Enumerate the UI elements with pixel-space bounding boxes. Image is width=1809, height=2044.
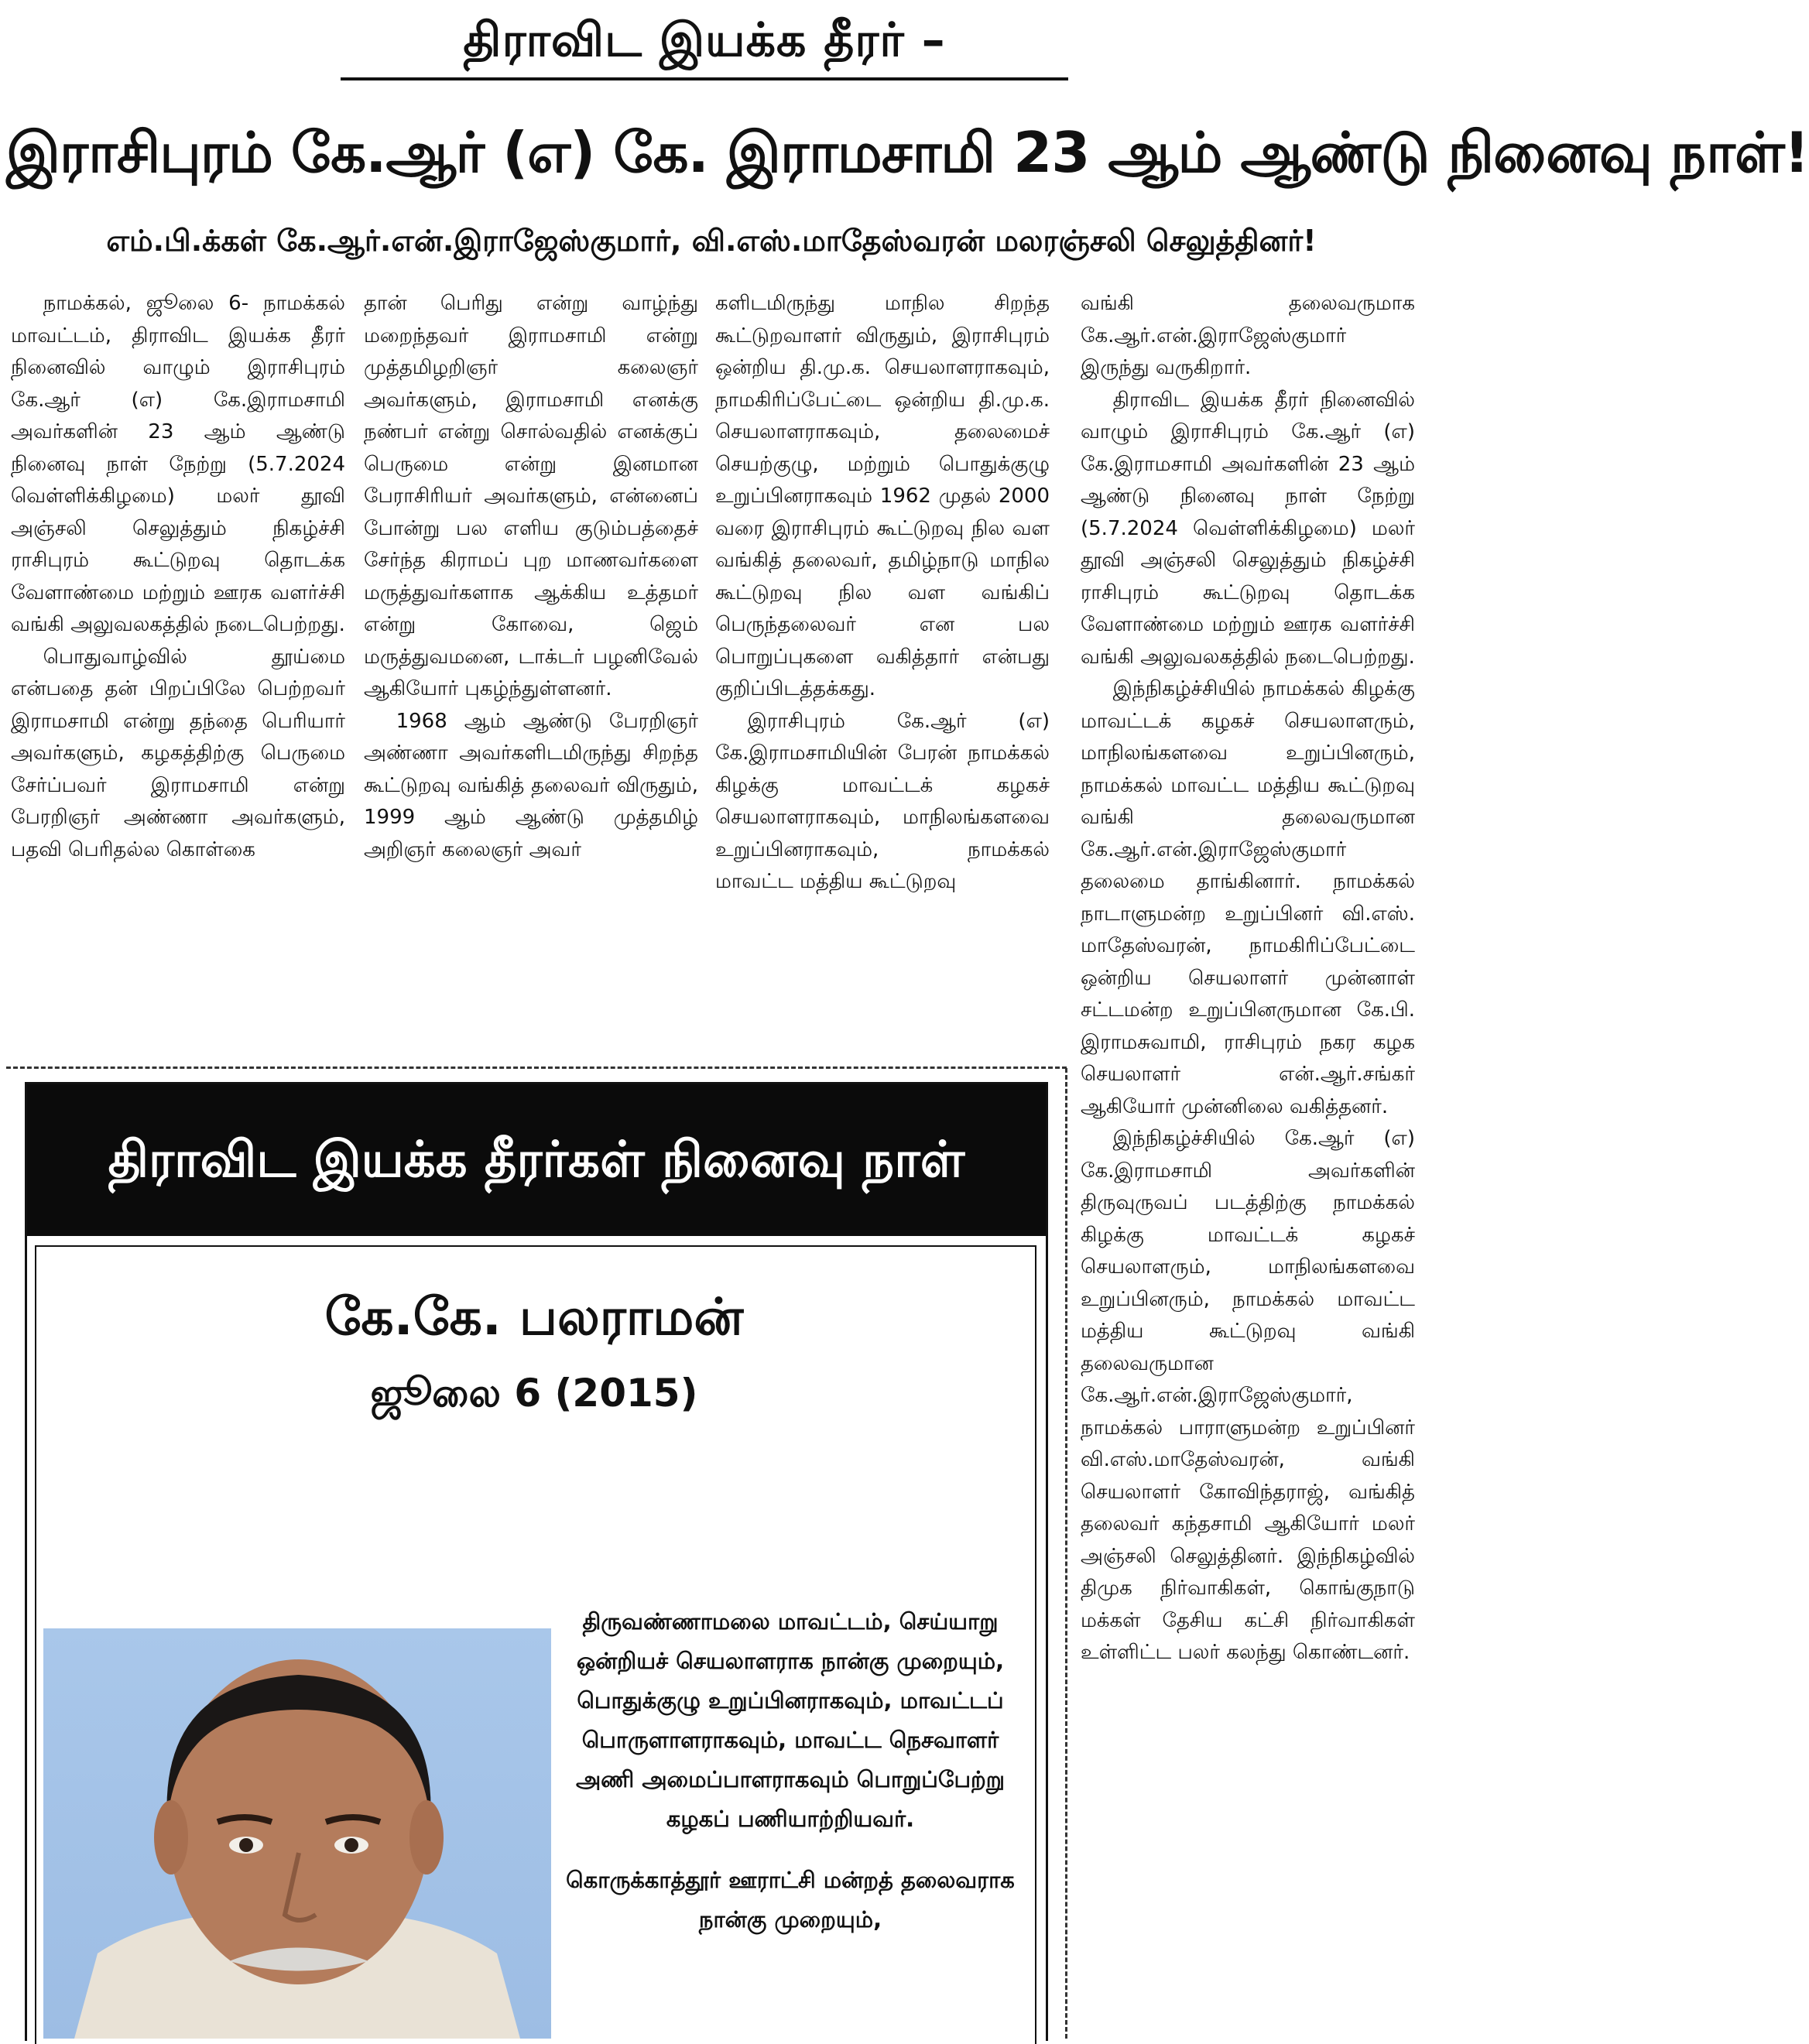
memorial-bio bbox=[554, 1602, 1026, 2039]
column-2-paragraph-2: 1968 ஆம் ஆண்டு பேரறிஞர் அண்ணா அவர்களிடமிருந்து சிறந்த கூட்டுறவு வங்கித் தலைவர் விருதும், 1999 ஆம் ஆண்டு முத்தமிழ் அறிஞர் கலைஞர் அவர் bbox=[364, 709, 698, 861]
article-column-3 bbox=[715, 288, 1050, 1048]
article-headline: இராசிபுரம் கே.ஆர் (எ) கே. இராமசாமி 23 ஆம் ஆண்டு நினைவு நாள்! bbox=[6, 120, 1809, 185]
section-divider-vertical bbox=[1065, 1068, 1067, 2039]
column-4-paragraph-3: இந்நிகழ்ச்சியில் நாமக்கல் கிழக்கு மாவட்டக் கழகச் செயலாளரும், மாநிலங்களவை உறுப்பினரும், நாமக்கல் மாவட்ட மத்திய கூட்டுறவு வங்கி தலைவருமான கே.ஆர்.என்.இராஜேஸ்குமார் தலைமை தாங்கினார். நாமக்கல் நாடாளுமன்ற உறுப்பினர் வி.எஸ். மாதேஸ்வரன், நாமகிரிப்பேட்டை ஒன்றிய செயலாளர் முன்னாள் சட்டமன்ற உறுப்பினருமான கே.பி. இராமசுவாமி, ராசிபுரம் நகர கழக செயலாளர் என்.ஆர்.சங்கர் ஆகியோர் முன்னிலை வகித்தனர். bbox=[1081, 677, 1415, 1118]
column-4-paragraph-2: திராவிட இயக்க தீரர் நினைவில் வாழும் இராசிபுரம் கே.ஆர் (எ) கே.இராமசாமி அவர்களின் 23 ஆம் ஆண்டு நினைவு நாள் நேற்று (5.7.2024 வெள்ளிக்கிழமை) மலர் தூவி அஞ்சலி செலுத்தும் நிகழ்ச்சி ராசிபுரம் கூட்டுறவு தொடக்க வேளாண்மை மற்றும் ஊரக வளர்ச்சி வங்கி அலுவலகத்தில் நடைபெற்றது. bbox=[1081, 388, 1415, 669]
article-column-2 bbox=[364, 288, 698, 1048]
column-2-paragraph-1: தான் பெரிது என்று வாழ்ந்து மறைந்தவர் இராமசாமி என்று முத்தமிழறிஞர் கலைஞர் அவர்களும், இராமசாமி எனக்கு நண்பர் என்று சொல்வதில் எனக்குப் பெருமை என்று இனமான பேராசிரியர் அவர்களும், என்னைப் போன்று பல எளிய குடும்பத்தைச் சேர்ந்த கிராமப் புற மாணவர்களை மருத்துவர்களாக ஆக்கிய உத்தமர் என்று கோவை, ஜெம் மருத்துவமனை, டாக்டர் பழனிவேல் ஆகியோர் புகழ்ந்துள்ளனர். bbox=[364, 292, 698, 700]
article-kicker: திராவிட இயக்க தீரர் – bbox=[341, 6, 1068, 80]
memorial-bio-paragraph-2: கொருக்காத்தூர் ஊராட்சி மன்றத் தலைவராக நான்கு முறையும், bbox=[566, 1867, 1015, 1933]
column-4-paragraph-4: இந்நிகழ்ச்சியில் கே.ஆர் (எ) கே.இராமசாமி அவர்களின் திருவுருவப் படத்திற்கு நாமக்கல் கிழக்கு மாவட்டக் கழகச் செயலாளரும், மாநிலங்களவை உறுப்பினரும், நாமக்கல் மாவட்ட மத்திய கூட்டுறவு வங்கி தலைவருமான கே.ஆர்.என்.இராஜேஸ்குமார், நாமக்கல் பாராளுமன்ற உறுப்பினர் வி.எஸ்.மாதேஸ்வரன், வங்கி செயலாளர் கோவிந்தராஜ், வங்கித் தலைவர் கந்தசாமி ஆகியோர் மலர் அஞ்சலி செலுத்தினர். இந்நிகழ்வில் திமுக நிர்வாகிகள், கொங்குநாடு மக்கள் தேசிய கட்சி நிர்வாகிகள் உள்ளிட்ட பலர் கலந்து கொண்டனர். bbox=[1081, 1127, 1415, 1664]
column-1-paragraph-2: பொதுவாழ்வில் தூய்மை என்பதை தன் பிறப்பிலே பெற்றவர் இராமசாமி என்று தந்தை பெரியார் அவர்களும், கழகத்திற்கு பெருமை சேர்ப்பவர் இராமசாமி என்று பேரறிஞர் அண்ணா அவர்களும், பதவி பெரிதல்ல கொள்கை bbox=[11, 645, 345, 861]
article-column-4 bbox=[1081, 288, 1415, 2039]
column-3-paragraph-2: இராசிபுரம் கே.ஆர் (எ) கே.இராமசாமியின் பேரன் நாமக்கல் கிழக்கு மாவட்டக் கழகச் செயலாளராகவும், மாநிலங்களவை உறுப்பினராகவும், நாமக்கல் மாவட்ட மத்திய கூட்டுறவு bbox=[715, 709, 1050, 893]
memorial-person-name: கே.கே. பலராமன் bbox=[324, 1287, 744, 1347]
memorial-header: திராவிட இயக்க தீரர்கள் நினைவு நாள் bbox=[27, 1084, 1046, 1236]
portrait-illustration bbox=[43, 1628, 551, 2039]
column-1-paragraph-1: நாமக்கல், ஜூலை 6- நாமக்கல் மாவட்டம், திராவிட இயக்க தீரர் நினைவில் வாழும் இராசிபுரம் கே.ஆர் (எ) கே.இராமசாமி அவர்களின் 23 ஆம் ஆண்டு நினைவு நாள் நேற்று (5.7.2024 வெள்ளிக்கிழமை) மலர் தூவி அஞ்சலி செலுத்தும் நிகழ்ச்சி ராசிபுரம் கூட்டுறவு தொடக்க வேளாண்மை மற்றும் ஊரக வளர்ச்சி வங்கி அலுவலகத்தில் நடைபெற்றது. bbox=[11, 292, 345, 636]
article-subhead: எம்.பி.க்கள் கே.ஆர்.என்.இராஜேஸ்குமார், வி.எஸ்.மாதேஸ்வரன் மலரஞ்சலி செலுத்தினர்! bbox=[106, 224, 1317, 258]
section-divider-horizontal bbox=[6, 1067, 1067, 1069]
memorial-bio-paragraph-1: திருவண்ணாமலை மாவட்டம், செய்யாறு ஒன்றியச் செயலாளராக நான்கு முறையும், பொதுக்குழு உறுப்பினராகவும், மாவட்டப் பொருளாளராகவும், மாவட்ட நெசவாளர் அணி அமைப்பாளராகவும் பொறுப்பேற்று கழகப் பணியாற்றியவர். bbox=[575, 1608, 1006, 1832]
column-4-paragraph-1: வங்கி தலைவருமாக கே.ஆர்.என்.இராஜேஸ்குமார் இருந்து வருகிறார். bbox=[1081, 292, 1415, 379]
column-3-paragraph-1: களிடமிருந்து மாநில சிறந்த கூட்டுறவாளர் விருதும், இராசிபுரம் ஒன்றிய தி.மு.க. செயலாளராகவும், நாமகிரிப்பேட்டை ஒன்றிய தி.மு.க. செயலாளராகவும், தலைமைச் செயற்குழு, மற்றும் பொதுக்குழு உறுப்பினராகவும் 1962 முதல் 2000 வரை இராசிபுரம் கூட்டுறவு நில வள வங்கித் தலைவர், தமிழ்நாடு மாநில கூட்டுறவு நில வள வங்கிப் பெருந்தலைவர் என பல பொறுப்புகளை வகித்தார் என்பது குறிப்பிடத்தக்கது. bbox=[715, 292, 1050, 700]
article-column-1 bbox=[11, 288, 345, 1048]
memorial-person-date: ஜூலை 6 (2015) bbox=[370, 1371, 698, 1416]
memorial-portrait-photo bbox=[43, 1628, 551, 2039]
